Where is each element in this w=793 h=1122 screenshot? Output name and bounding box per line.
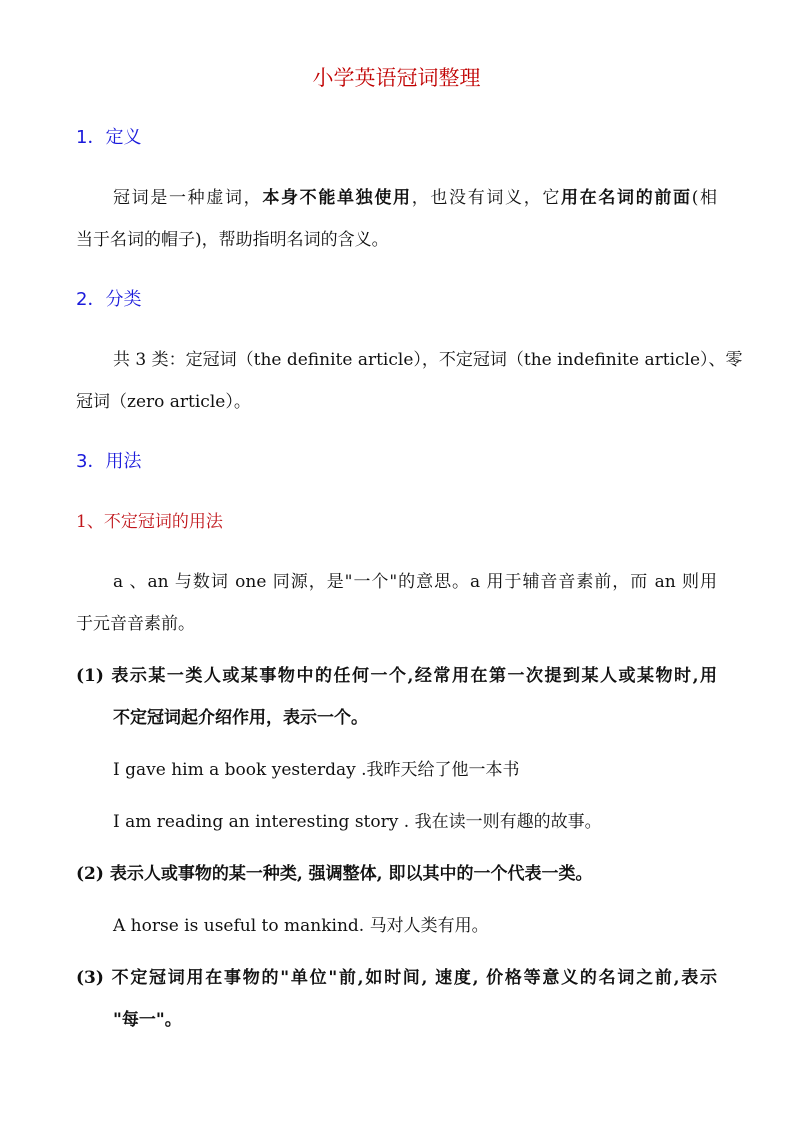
section-heading-definition: 1．定义 bbox=[76, 127, 142, 148]
paragraph-line: a 、an 与数词 one 同源，是"一个"的意思。a 用于辅音音素前，而 an 则用 bbox=[113, 572, 717, 592]
text: ，也没有词义，它 bbox=[411, 188, 562, 208]
paragraph-line: 当于名词的帽子)，帮助指明名词的含义。 bbox=[76, 230, 389, 250]
rule-1-cont: 不定冠词起介绍作用，表示一个。 bbox=[113, 708, 368, 728]
example: A horse is useful to mankind. 马对人类有用。 bbox=[113, 916, 489, 936]
rule-1: (1) 表示某一类人或某事物中的任何一个,经常用在第一次提到某人或某物时,用 bbox=[76, 666, 717, 686]
paragraph-line bbox=[113, 186, 717, 210]
example: I am reading an interesting story . 我在读一则有趣的故事。 bbox=[113, 812, 602, 832]
document-title: 小学英语冠词整理 bbox=[312, 66, 481, 90]
text: 冠词是一种虚词， bbox=[113, 188, 263, 208]
bold-text: 本身不能单独使用 bbox=[262, 188, 412, 208]
paragraph-line: 共 3 类：定冠词（the definite article），不定冠词（the indefinite article）、零 bbox=[113, 350, 743, 370]
paragraph-line: 于元音音素前。 bbox=[76, 614, 195, 634]
section-heading-usage: 3．用法 bbox=[76, 451, 142, 472]
paragraph-line: 冠词（zero article）。 bbox=[76, 392, 251, 412]
rule-3: (3) 不定冠词用在事物的"单位"前,如时间, 速度, 价格等意义的名词之前,表示 bbox=[76, 968, 717, 988]
rule-3-cont: "每一"。 bbox=[113, 1010, 182, 1030]
bold-text: 用在名词的前面 bbox=[561, 188, 692, 208]
example: I gave him a book yesterday .我昨天给了他一本书 bbox=[113, 760, 520, 780]
section-heading-classification: 2．分类 bbox=[76, 289, 142, 310]
subsection-heading: 1、不定冠词的用法 bbox=[76, 512, 223, 532]
rule-2: (2) 表示人或事物的某一种类, 强调整体, 即以其中的一个代表一类。 bbox=[76, 864, 593, 884]
text: (相 bbox=[691, 188, 718, 208]
